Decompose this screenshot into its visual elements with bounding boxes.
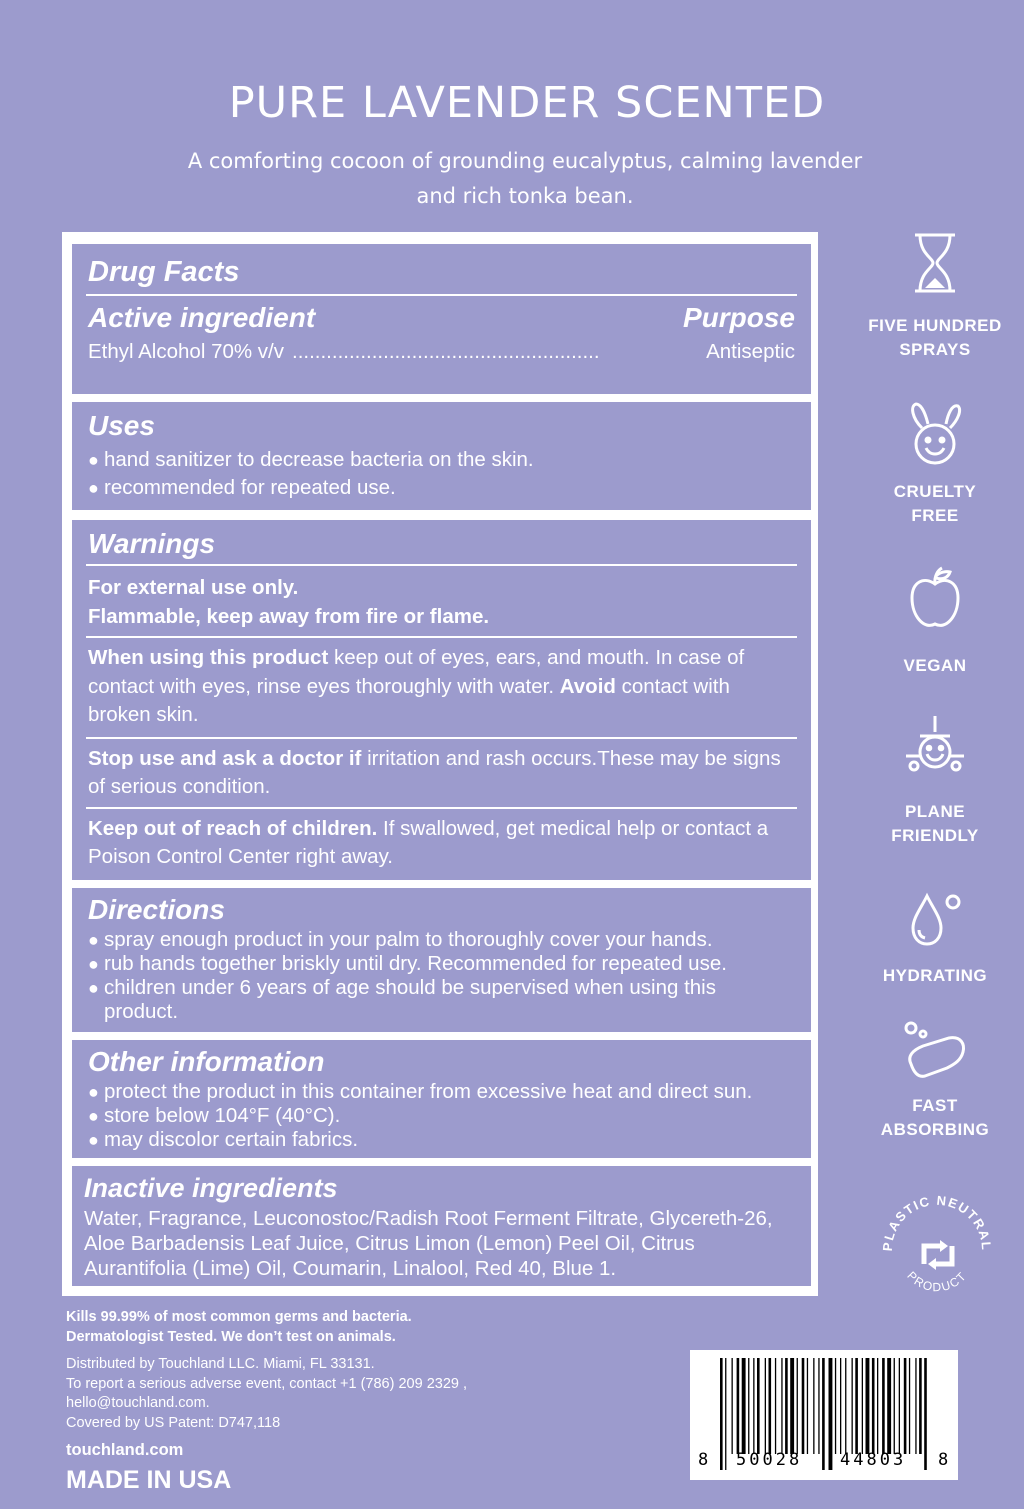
barcode-bar (797, 1358, 798, 1454)
claims-text (66, 1307, 412, 1347)
barcode-bar (919, 1358, 922, 1454)
active-ingredient-box (72, 244, 811, 394)
barcode-bar (720, 1358, 723, 1470)
list-item: ● protect the product in this container from excessive heat and direct sun. (88, 1080, 753, 1103)
badge-label: FAST (912, 1096, 958, 1115)
avoid-text: contact with broken skin. (88, 674, 730, 726)
report-line: To report a serious adverse event, contact +1 (786) 209 2329 , (66, 1375, 468, 1392)
directions-item-text: rub hands together briskly until dry. Recommended for repeated use. (104, 952, 727, 975)
barcode-bar (725, 1358, 726, 1470)
list-item: ● children under 6 years of age should be supervised when using this product. (88, 976, 795, 1024)
barcode-bar (807, 1358, 808, 1454)
svg-text:PLASTIC NEUTRAL (880, 1193, 994, 1252)
barcode-bar (862, 1358, 863, 1454)
badge-label: PLANE (904, 802, 966, 821)
barcode-bars (690, 1350, 958, 1480)
barcode-bar (894, 1358, 895, 1454)
badge-label: FRIENDLY (891, 826, 979, 845)
plastic-neutral-seal (872, 1182, 1002, 1312)
purpose-heading: Purpose (682, 302, 795, 333)
badge-label: FREE (911, 506, 959, 525)
badge-label: HYDRATING (882, 966, 988, 985)
barcode-bar (813, 1358, 814, 1454)
kills-claim: Kills 99.99% of most common germs and bacteria. (66, 1309, 412, 1325)
barcode-bar (822, 1358, 825, 1470)
barcode-bar (915, 1358, 916, 1454)
inactive-ingredients-text: Water, Fragrance, Leuconostoc/Radish Root Ferment Filtrate, Glycereth-26, Aloe Barbadensis Leaf Juice, Citrus Limon (Lemon) Peel Oil, Citrus Aurantifolia (Lime) Oil, Coumarin, Linalool, Red 40, Blue 1. (84, 1207, 773, 1280)
list-item: ● may discolor certain fabrics. (88, 1128, 359, 1151)
barcode-bar (866, 1358, 870, 1454)
description-line-1: A comforting cocoon of grounding eucalyptus, calming lavender (187, 149, 863, 173)
active-ingredient-heading: Active ingredient (88, 302, 316, 333)
distributor-line: Distributed by Touchland LLC. Miami, FL 33131. (66, 1356, 375, 1372)
list-item: ● rub hands together briskly until dry. Recommended for repeated use. (88, 952, 727, 975)
product-description (140, 144, 910, 214)
other-info-item-text: store below 104°F (40°C). (104, 1104, 341, 1127)
description-line-2: and rich tonka bean. (416, 184, 634, 208)
uses-title: Uses (88, 410, 155, 441)
list-item: ● recommended for repeated use. (88, 476, 396, 499)
badge-label: FIVE HUNDRED (868, 316, 1002, 335)
directions-item-text: children under 6 years of age should be supervised when using this product. (104, 976, 716, 1023)
directions-item-text: spray enough product in your palm to thoroughly cover your hands. (104, 928, 713, 951)
warnings-box (72, 520, 811, 880)
soap-icon (903, 1020, 967, 1082)
uses-item-text: hand sanitizer to decrease bacteria on the skin. (104, 448, 534, 471)
feature-badge (860, 714, 1010, 848)
barcode-bar (852, 1358, 853, 1454)
children-warning (88, 815, 795, 872)
barcode-bar (732, 1358, 733, 1454)
dot-leader: ...................................................... (292, 340, 600, 363)
children-label: Keep out of reach of children. (88, 816, 378, 840)
product-title: PURE LAVENDER SCENTED (228, 78, 826, 128)
list-item: ● spray enough product in your palm to thoroughly cover your hands. (88, 928, 713, 951)
warnings-title: Warnings (88, 528, 216, 559)
barcode-bar (785, 1358, 788, 1454)
directions-title: Directions (88, 894, 225, 925)
when-using-label: When using this product (88, 646, 329, 669)
barcode-bar (924, 1358, 927, 1470)
barcode-bar (904, 1358, 907, 1454)
feature-badge (860, 232, 1010, 362)
barcode-bar (882, 1358, 885, 1454)
barcode-bar (909, 1358, 910, 1454)
drug-facts-title: Drug Facts (88, 256, 240, 288)
barcode (690, 1350, 958, 1480)
barcode-bar (887, 1358, 891, 1454)
barcode-digits-left: 50028 (736, 1450, 803, 1470)
barcode-bar (855, 1358, 858, 1454)
barcode-digit-prefix: 8 (698, 1450, 709, 1470)
barcode-bar (737, 1358, 740, 1454)
hourglass-icon (913, 232, 957, 294)
external-use-warning: For external use only. (88, 576, 299, 599)
list-item: ● hand sanitizer to decrease bacteria on the skin. (88, 448, 534, 471)
badge-label: ABSORBING (880, 1120, 990, 1139)
dermatologist-claim: Dermatologist Tested. We don’t test on animals. (66, 1329, 396, 1345)
barcode-bar (765, 1358, 766, 1454)
stop-use-text: irritation and rash occurs.These may be signs of serious condition. (88, 746, 781, 798)
barcode-bar (781, 1358, 782, 1454)
barcode-bar (835, 1358, 836, 1454)
barcode-bar (872, 1358, 875, 1454)
website-text: touchland.com (66, 1441, 184, 1459)
plane-icon (904, 714, 966, 780)
barcode-bar (757, 1358, 760, 1454)
barcode-bar (742, 1358, 746, 1454)
barcode-bar (802, 1358, 805, 1454)
droplet-icon (907, 890, 963, 948)
other-information-title: Other information (88, 1046, 325, 1077)
ingredient-purpose: Antiseptic (706, 340, 795, 363)
inactive-ingredients-title: Inactive ingredients (84, 1173, 338, 1203)
barcode-bar (818, 1358, 819, 1454)
recycle-arrows-icon (924, 1246, 952, 1264)
barcode-digit-suffix: 8 (938, 1450, 949, 1470)
barcode-bar (748, 1358, 749, 1454)
barcode-bar (877, 1358, 878, 1454)
other-info-item-text: may discolor certain fabrics. (104, 1128, 359, 1151)
inactive-ingredients-box (72, 1166, 811, 1286)
barcode-bar (790, 1358, 794, 1454)
plastic-neutral-top-text: PLASTIC NEUTRAL (879, 1192, 995, 1252)
feature-badge (860, 1020, 1010, 1142)
badge-label: CRUELTY (893, 482, 977, 501)
apple-icon (908, 566, 962, 632)
bunny-icon (906, 402, 964, 466)
email-line: hello@touchland.com. (66, 1395, 210, 1411)
barcode-bar (899, 1358, 900, 1454)
feature-badge (860, 566, 1010, 678)
barcode-bar (845, 1358, 846, 1454)
stop-use-label: Stop use and ask a doctor if (88, 746, 362, 770)
badge-label: VEGAN (903, 656, 967, 675)
stop-use-warning (88, 745, 795, 802)
barcode-bar (753, 1358, 754, 1454)
plastic-neutral-badge (862, 1182, 1012, 1312)
children-text: If swallowed, get medical help or contact a Poison Control Center right away. (88, 816, 769, 868)
barcode-digits-right: 44803 (840, 1450, 907, 1470)
when-using-warning (88, 644, 795, 730)
flammable-warning: Flammable, keep away from fire or flame. (88, 604, 490, 628)
other-information-box (72, 1040, 811, 1158)
feature-badge (860, 890, 1010, 988)
ingredient-name: Ethyl Alcohol 70% v/v (88, 340, 284, 363)
svg-text:PRODUCT (904, 1269, 969, 1295)
feature-badge (860, 402, 1010, 528)
plastic-neutral-bottom-text: PRODUCT (904, 1268, 970, 1295)
uses-item-text: recommended for repeated use. (104, 476, 396, 499)
directions-box (72, 888, 811, 1032)
barcode-bar (840, 1358, 841, 1454)
avoid-label: Avoid (559, 674, 616, 698)
other-info-item-text: protect the product in this container from excessive heat and direct sun. (104, 1080, 753, 1103)
made-in-usa: MADE IN USA (66, 1466, 232, 1494)
barcode-bar (829, 1358, 833, 1470)
uses-box (72, 402, 811, 510)
patent-line: Covered by US Patent: D747,118 (66, 1414, 281, 1431)
list-item: ● store below 104°F (40°C). (88, 1104, 341, 1127)
barcode-bar (769, 1358, 772, 1454)
barcode-bar (775, 1358, 776, 1454)
when-using-text: keep out of eyes, ears, and mouth. In case of contact with eyes, rinse eyes thoroughly with water. (88, 646, 745, 698)
badge-label: SPRAYS (899, 340, 971, 359)
distributor-info (66, 1355, 467, 1433)
